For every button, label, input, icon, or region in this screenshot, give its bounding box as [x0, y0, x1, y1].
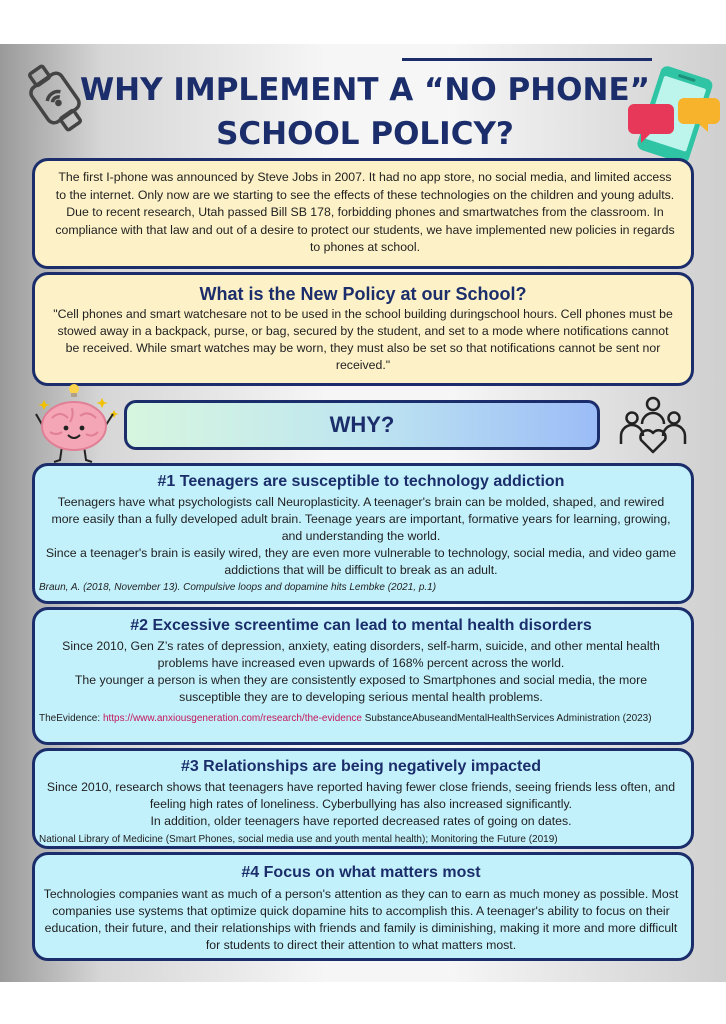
reason-1-heading: #1 Teenagers are susceptible to technology addiction — [157, 473, 565, 490]
why-banner — [124, 400, 600, 450]
brain-mascot-icon — [30, 382, 124, 466]
policy-text: "Cell phones and smart watchesare not to be used in the school building duringschool hours. Cell phones must be stowed away in a backpack, purse, or bag, secured by the student, and set to a mode where notifications cannot be received. While smart watches may be worn, they must also be set so that notifications cannot be sent nor received." — [53, 307, 673, 372]
family-heart-icon — [618, 396, 688, 458]
page-title-line2: SCHOOL POLICY? — [216, 116, 514, 152]
reason-2-heading: #2 Excessive screentime can lead to mental health disorders — [130, 617, 592, 634]
intro-text: The first I-phone was announced by Steve Jobs in 2007. It had no app store, no social media, and limited access to the internet. Only now are we starting to see the effects of these technologies on the children and young adults. Due to recent research, Utah passed Bill SB 178, forbidding phones and smartwatches from the classroom. In compliance with that law and out of a desire to protect our students, we have implemented new policies in regards to phones at school. — [55, 170, 675, 254]
title-accent-line — [402, 58, 652, 61]
policy-heading: What is the New Policy at our School? — [199, 284, 527, 304]
reason-4-heading: #4 Focus on what matters most — [241, 864, 481, 881]
reason-1-citation: Braun, A. (2018, November 13). Compulsive loops and dopamine hits Lembke (2021, p.1) — [39, 582, 437, 593]
intro-box — [32, 158, 694, 269]
reason-1-box — [32, 463, 694, 604]
reason-2-citation-prefix: TheEvidence: — [39, 713, 103, 724]
reason-3-heading: #3 Relationships are being negatively impacted — [180, 758, 542, 775]
reason-2-citation-link[interactable]: https://www.anxiousgeneration.com/research/the-evidence — [102, 713, 362, 724]
reason-3-paragraph-1: Since 2010, research shows that teenagers have reported having fewer close friends, seeing friends less often, and feeling high rates of loneliness. Cyberbullying has also increased significantly. — [46, 780, 676, 811]
why-label: WHY? — [329, 412, 395, 437]
reason-1-paragraph-1: Teenagers have what psychologists call Neuroplasticity. A teenager's brain can be molded, shaped, and rewired more easily than a fully developed adult brain. Teenage years are important, formative years for learning, growing, and understanding the world. — [51, 495, 671, 543]
page-title-line1: WHY IMPLEMENT A “NO PHONE” — [79, 72, 651, 108]
reason-2-paragraph-2: The younger a person is when they are consistently exposed to Smartphones and social media, the more susceptible they are to developing serious mental health problems. — [74, 673, 648, 704]
reason-3-box — [32, 748, 694, 849]
reason-2-citation — [39, 712, 683, 725]
reason-2-citation-suffix: SubstanceAbuseandMentalHealthServices Administration (2023) — [361, 713, 652, 724]
reason-3-citation: National Library of Medicine (Smart Phones, social media use and youth mental health); Monitoring the Future (2019) — [39, 834, 558, 845]
reason-4-paragraph-1: Technologies companies want as much of a person's attention as they can to earn as much money as possible. Most companies use systems that optimize quick dopamine hits to accomplish this. A teenager's ability to focus on their education, their future, and their relationships with friends and family is diminishing, making it more and more difficult for students to direct their attention to what matters most. — [43, 887, 679, 952]
reason-1-paragraph-2: Since a teenager's brain is easily wired, they are even more vulnerable to technology, social media, and video game addictions that will be difficult to break as an adult. — [45, 546, 677, 577]
reason-2-paragraph-1: Since 2010, Gen Z’s rates of depression, anxiety, eating disorders, self-harm, suicide, and other mental health problems have increased even upwards of 168% percent across the world. — [62, 639, 660, 670]
policy-box — [32, 272, 694, 386]
reason-2-box — [32, 607, 694, 745]
reason-3-paragraph-2: In addition, older teenagers have reported decreased rates of going on dates. — [150, 814, 572, 828]
reason-4-box — [32, 852, 694, 961]
